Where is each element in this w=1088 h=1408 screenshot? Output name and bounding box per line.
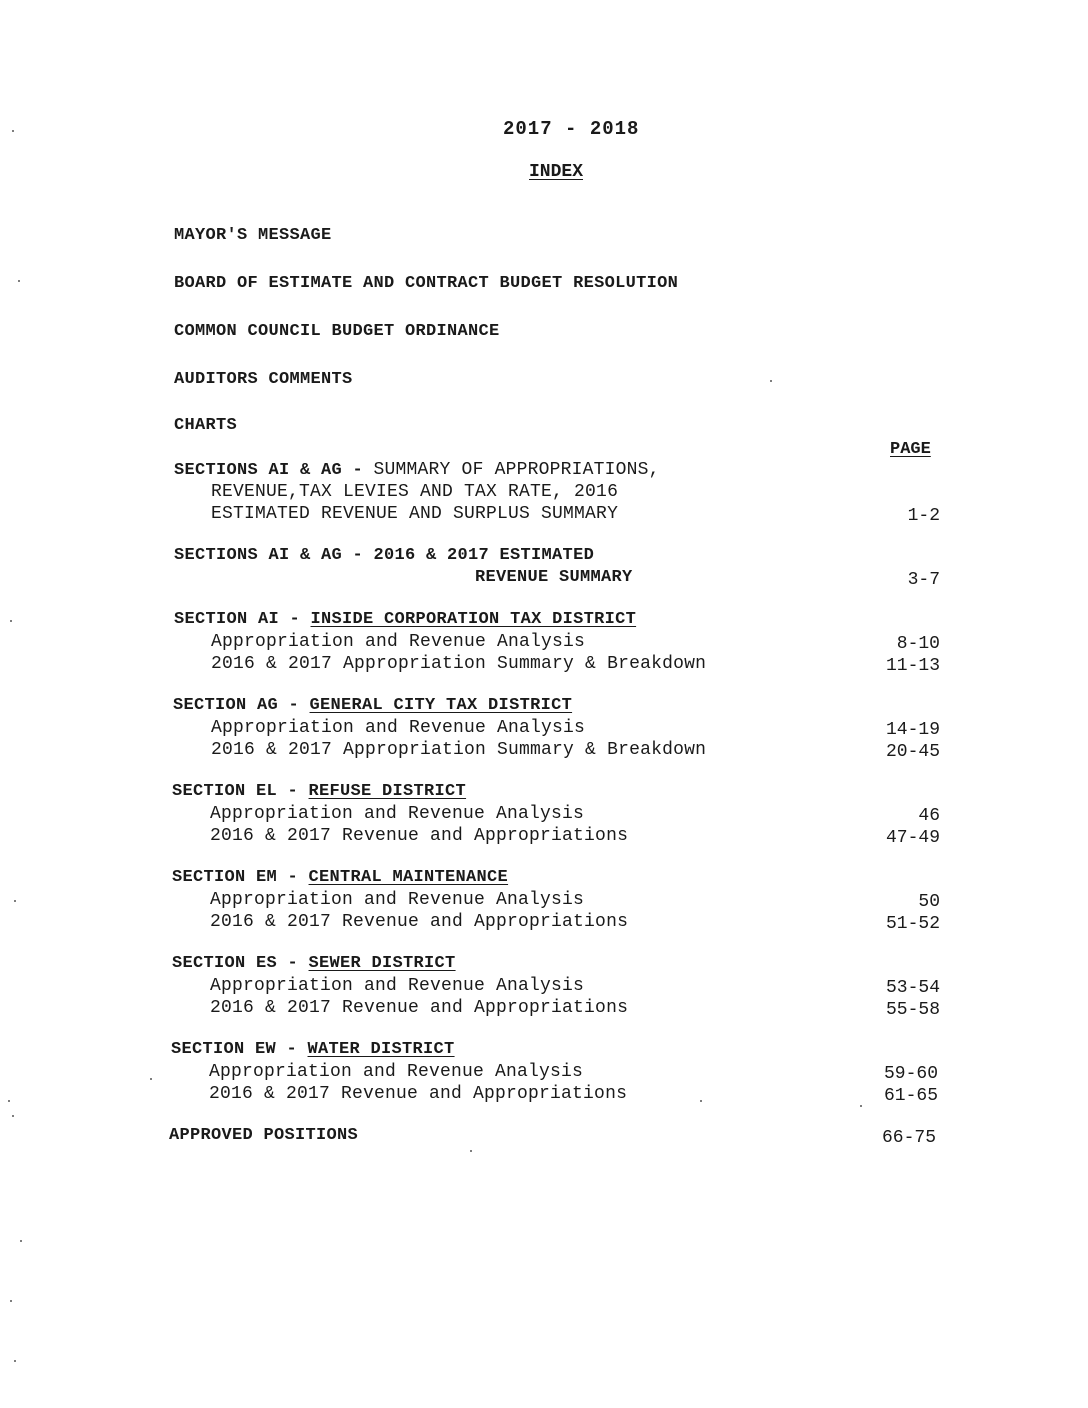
fiscal-year-title: 2017 - 2018 (503, 118, 640, 140)
page-number: 66-75 (881, 1128, 936, 1148)
page-number: 8-10 (896, 634, 940, 654)
section-row-label: 2016 & 2017 Revenue and Appropriations (210, 912, 629, 932)
page-number: 11-13 (885, 656, 940, 676)
section-name: INSIDE CORPORATION TAX DISTRICT (310, 610, 637, 629)
auditors-comments-entry: AUDITORS COMMENTS (174, 370, 353, 389)
section-prefix: SECTION ES - (172, 954, 309, 973)
section-row-label: 2016 & 2017 Revenue and Appropriations (209, 1084, 628, 1104)
section-heading (172, 782, 466, 801)
section-prefix: SECTION EM - (172, 868, 309, 887)
section-heading (172, 868, 508, 887)
board-of-estimate-entry: BOARD OF ESTIMATE AND CONTRACT BUDGET RESOLUTION (174, 274, 679, 293)
section-prefix: SECTION EW - (171, 1040, 308, 1059)
section-row-label: Appropriation and Revenue Analysis (210, 890, 585, 910)
index-title: INDEX (529, 162, 584, 182)
summary-section-prefix: SECTIONS AI & AG - (174, 461, 374, 480)
section-row-label: Appropriation and Revenue Analysis (210, 804, 585, 824)
page-number: 55-58 (885, 1000, 940, 1020)
page-number: 1-2 (907, 506, 940, 526)
section-row-label: 2016 & 2017 Appropriation Summary & Breakdown (211, 740, 707, 760)
section-name: WATER DISTRICT (307, 1040, 455, 1059)
section-heading (174, 610, 636, 629)
section-name: CENTRAL MAINTENANCE (308, 868, 509, 887)
section-prefix: SECTION AI - (174, 610, 311, 629)
section-heading (171, 1040, 455, 1059)
section-row-label: Appropriation and Revenue Analysis (209, 1062, 584, 1082)
section-name: REFUSE DISTRICT (308, 782, 467, 801)
section-heading (173, 696, 572, 715)
page-number: 50 (918, 892, 940, 912)
page-number: 47-49 (885, 828, 940, 848)
page-number: 59-60 (883, 1064, 938, 1084)
page-column-header: PAGE (890, 440, 931, 459)
section-name: GENERAL CITY TAX DISTRICT (309, 696, 573, 715)
summary-section-line: SUMMARY OF APPROPRIATIONS, (373, 460, 660, 480)
section-row-label: Appropriation and Revenue Analysis (211, 632, 586, 652)
common-council-entry: COMMON COUNCIL BUDGET ORDINANCE (174, 322, 500, 341)
mayors-message-entry: MAYOR'S MESSAGE (174, 226, 332, 245)
page-number: 20-45 (885, 742, 940, 762)
section-prefix: SECTION AG - (173, 696, 310, 715)
section-prefix: SECTION EL - (172, 782, 309, 801)
page-number: 53-54 (885, 978, 940, 998)
section-row-label: 2016 & 2017 Revenue and Appropriations (210, 998, 629, 1018)
section-row-label: 2016 & 2017 Appropriation Summary & Breakdown (211, 654, 707, 674)
page-number: 46 (918, 806, 940, 826)
page-number: 14-19 (885, 720, 940, 740)
summary-section-heading: SECTIONS AI & AG - 2016 & 2017 ESTIMATED (174, 546, 595, 565)
section-heading (172, 954, 456, 973)
page-number: 51-52 (885, 914, 940, 934)
charts-entry: CHARTS (174, 416, 238, 435)
summary-section-line: ESTIMATED REVENUE AND SURPLUS SUMMARY (211, 504, 619, 524)
summary-section-heading-cont: REVENUE SUMMARY (475, 568, 633, 587)
section-name: SEWER DISTRICT (308, 954, 456, 973)
page-number: 61-65 (883, 1086, 938, 1106)
page-number: 3-7 (907, 570, 940, 590)
summary-section-line: REVENUE,TAX LEVIES AND TAX RATE, 2016 (211, 482, 619, 502)
section-row-label: Appropriation and Revenue Analysis (211, 718, 586, 738)
summary-section-heading (174, 460, 660, 480)
section-row-label: Appropriation and Revenue Analysis (210, 976, 585, 996)
approved-positions-entry: APPROVED POSITIONS (169, 1126, 359, 1145)
section-row-label: 2016 & 2017 Revenue and Appropriations (210, 826, 629, 846)
